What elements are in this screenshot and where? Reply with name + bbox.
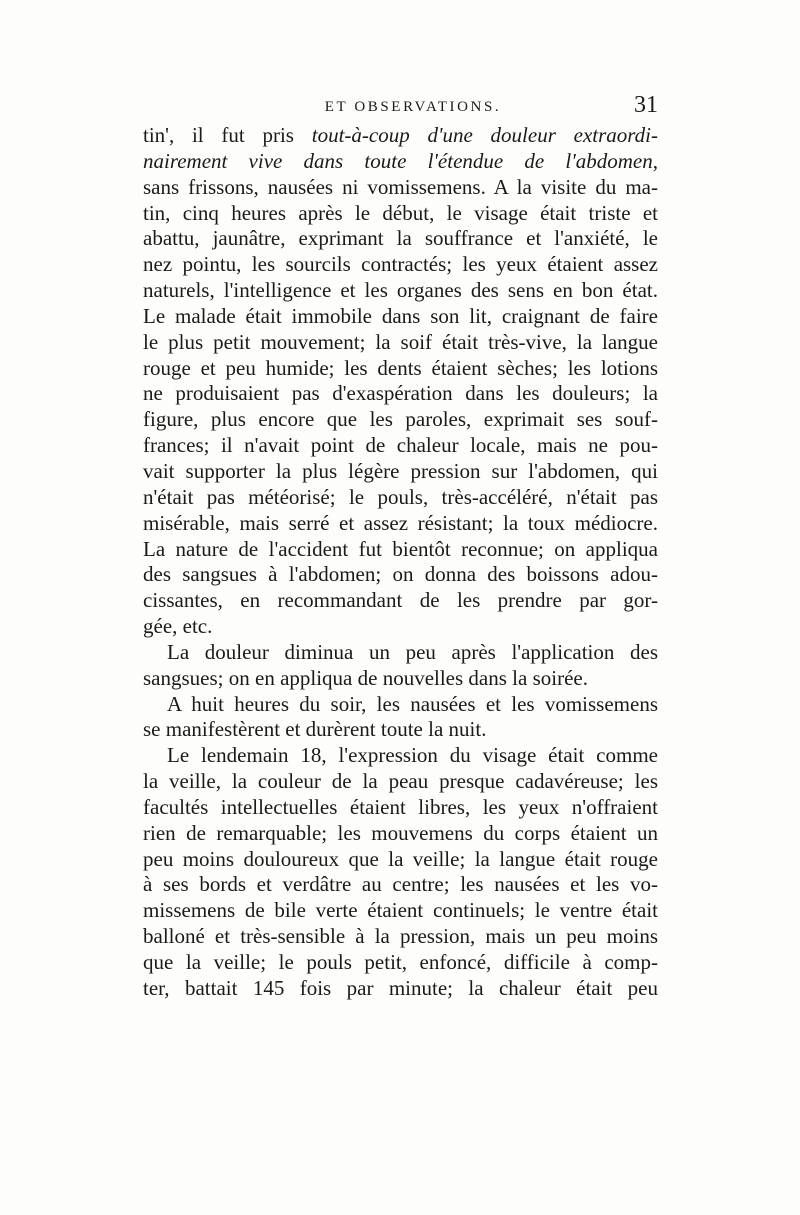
text-line-roman: tin', il fut pris: [143, 123, 312, 147]
text-line: [143, 485, 658, 511]
text-line-roman: figure, plus encore que les paroles, exprimait ses souf-: [143, 407, 658, 432]
text-line: [143, 924, 658, 950]
text-line: [143, 588, 658, 614]
text-line-roman: gée, etc.: [143, 614, 213, 639]
text-line: [143, 743, 658, 769]
text-line: [143, 537, 658, 563]
text-line: [143, 278, 658, 304]
text-line-roman: ter, battait 145 fois par minute; la chaleur était peu: [143, 975, 658, 1000]
text-line: [143, 562, 658, 588]
text-line: [143, 666, 658, 692]
text-line-roman: vait supporter la plus légère pression sur l'abdomen, qui: [143, 458, 658, 483]
text-line: [143, 381, 658, 407]
text-line-roman: ne produisaient pas d'exaspération dans les douleurs; la: [143, 381, 658, 406]
text-line-roman: cissantes, en recommandant de les prendre par gor-: [143, 588, 658, 613]
text-line-roman: balloné et très-sensible à la pression, mais un peu moins: [143, 924, 658, 949]
text-line-roman: abattu, jaunâtre, exprimant la souffrance et l'anxiété, le: [143, 226, 658, 251]
text-line-roman: Le malade était immobile dans son lit, craignant de faire: [143, 303, 658, 328]
text-line: [143, 872, 658, 898]
text-line-roman: à ses bords et verdâtre au centre; les nausées et les vo-: [143, 872, 658, 897]
text-line: [143, 821, 658, 847]
text-line-roman: la veille, la couleur de la peau presque cadavéreuse; les: [143, 769, 658, 794]
text-line-roman: tin, cinq heures après le début, le visage était triste et: [143, 200, 658, 225]
page-number: 31: [634, 92, 658, 118]
text-line: [143, 898, 658, 924]
text-line: [143, 304, 658, 330]
text-line: [143, 976, 658, 1002]
running-title: ET OBSERVATIONS.: [324, 99, 502, 115]
text-line-italic: nairement vive dans toute l'étendue de l'abdomen: [143, 148, 653, 173]
text-line-roman: sangsues; on en appliqua de nouvelles dans la soirée.: [143, 665, 588, 690]
text-line-roman: frances; il n'avait point de chaleur locale, mais ne pou-: [143, 433, 658, 458]
text-line: [143, 847, 658, 873]
text-line-roman: rien de remarquable; les mouvemens du corps étaient un: [143, 820, 658, 845]
text-line: [143, 226, 658, 252]
text-line: [143, 950, 658, 976]
text-line-roman: nez pointu, les sourcils contractés; les yeux étaient assez: [143, 252, 658, 277]
text-line-roman: n'était pas météorisé; le pouls, très-accéléré, n'était pas: [143, 484, 658, 509]
text-line: [143, 459, 658, 485]
text-line-tail: ,: [652, 148, 658, 173]
text-line-roman: missemens de bile verte étaient continuels; le ventre était: [143, 898, 658, 923]
body-text: [143, 123, 658, 1002]
text-line-roman: La douleur diminua un peu après l'application des: [167, 639, 658, 664]
text-line: [143, 149, 658, 175]
text-line: [143, 511, 658, 537]
text-line: [143, 175, 658, 201]
text-line-roman: le plus petit mouvement; la soif était très-vive, la langue: [143, 329, 658, 354]
text-line-roman: que la veille; le pouls petit, enfoncé, difficile à comp-: [143, 950, 658, 974]
text-line-roman: se manifestèrent et durèrent toute la nuit.: [143, 717, 487, 742]
text-line: [143, 201, 658, 227]
text-line-roman: sans frissons, nausées ni vomissemens. A la visite du ma-: [143, 174, 658, 199]
text-line-roman: misérable, mais serré et assez résistant; la toux médiocre.: [143, 510, 658, 535]
text-line: [143, 330, 658, 356]
text-line-roman: peu moins douloureux que la veille; la langue était rouge: [143, 846, 658, 871]
text-line-roman: facultés intellectuelles étaient libres, les yeux n'offraient: [143, 794, 658, 819]
text-line: [143, 356, 658, 382]
text-line: [143, 123, 658, 149]
text-line: [143, 433, 658, 459]
text-line: [143, 640, 658, 666]
text-line: [143, 692, 658, 718]
text-line-italic: tout-à-coup d'une douleur extraordi-: [311, 123, 658, 147]
text-line: [143, 769, 658, 795]
text-line-roman: naturels, l'intelligence et les organes des sens en bon état.: [143, 278, 658, 303]
text-line: [143, 717, 658, 743]
text-line: [143, 407, 658, 433]
text-line-roman: A huit heures du soir, les nausées et les vomissemens: [167, 691, 658, 716]
text-line-roman: La nature de l'accident fut bientôt reconnue; on appliqua: [143, 536, 658, 561]
text-line: [143, 614, 658, 640]
text-line-roman: Le lendemain 18, l'expression du visage était comme: [167, 743, 658, 768]
text-line: [143, 795, 658, 821]
text-line-roman: des sangsues à l'abdomen; on donna des boissons adou-: [143, 562, 658, 587]
running-head: [162, 92, 664, 120]
text-line: [143, 252, 658, 278]
text-line-roman: rouge et peu humide; les dents étaient sèches; les lotions: [143, 355, 658, 380]
